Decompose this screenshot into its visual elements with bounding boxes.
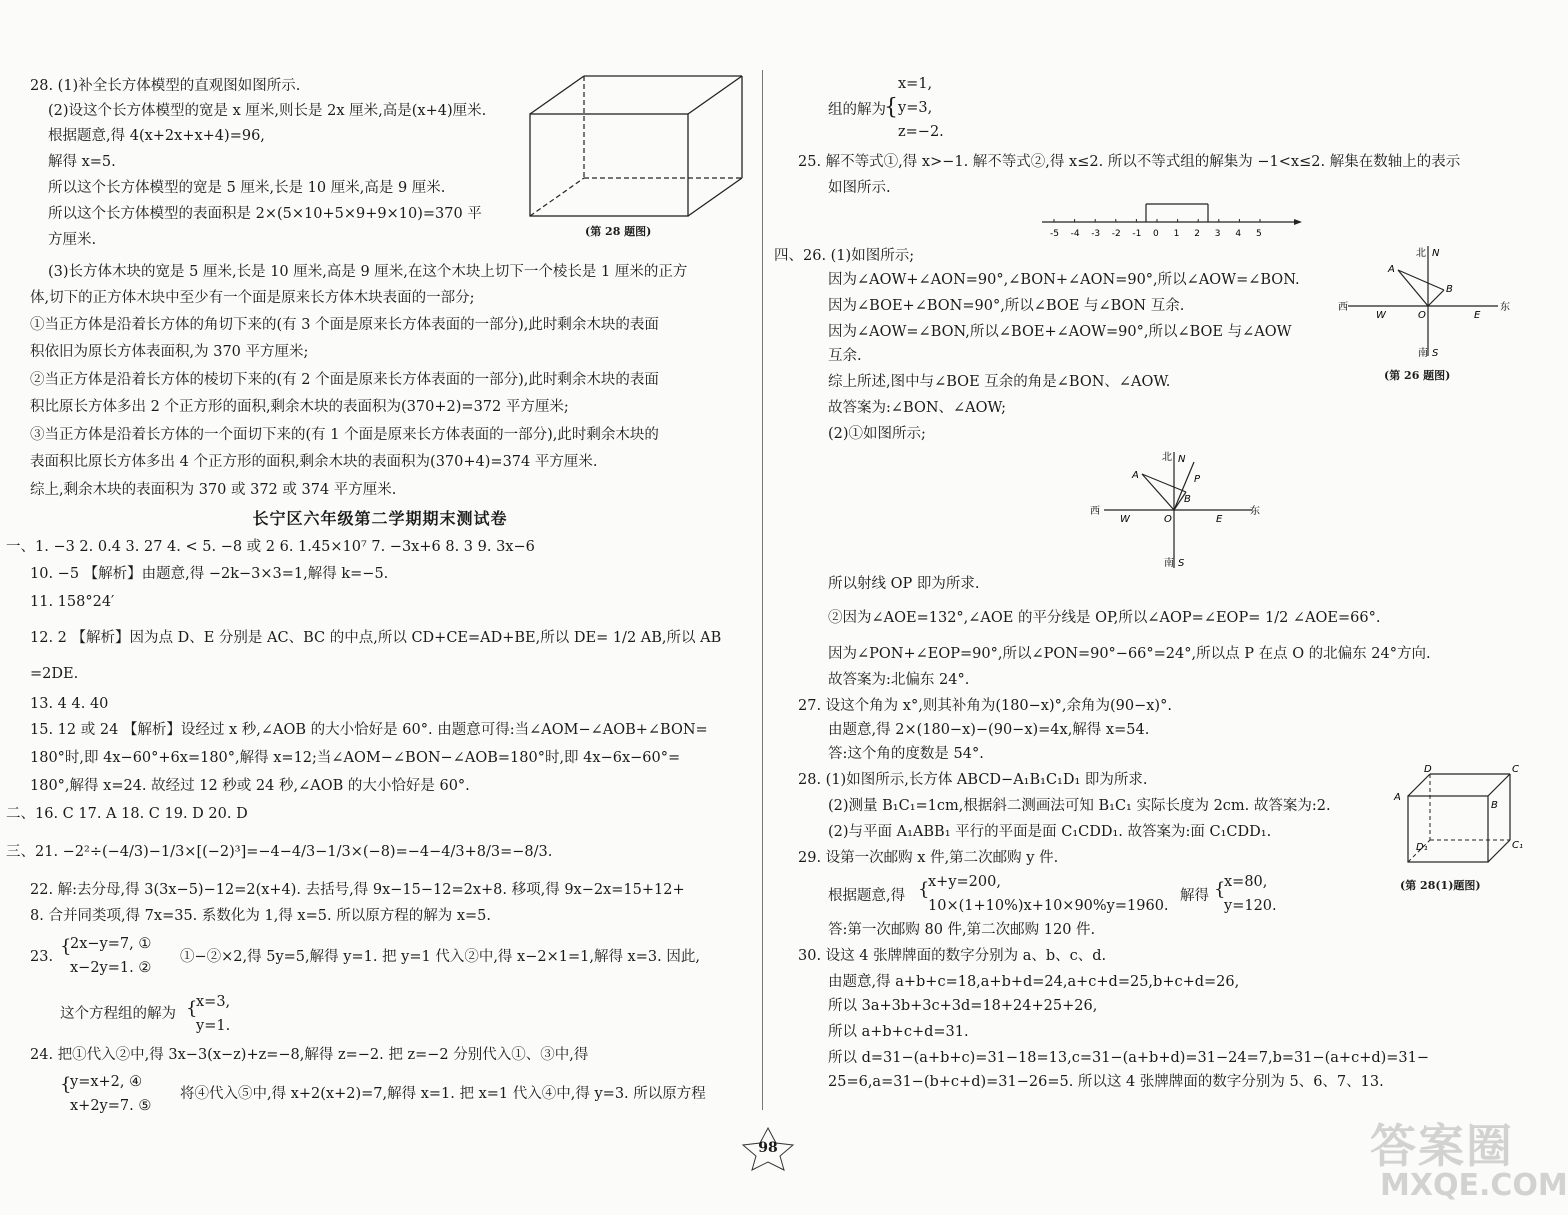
cuboid-figure-28 [520, 66, 750, 238]
q30-line5: 所以 d=31−(a+b+c)=31−18=13,c=31−(a+b+d)=31−24=7,b=31−(a+c+d)=31− [828, 1050, 1430, 1066]
q11-answer: 11. 158°24′ [30, 594, 115, 610]
fig26b-south: 南 [1164, 558, 1174, 569]
numberline-label: -1 [1132, 229, 1142, 239]
q12-fraction: 1/2 [612, 630, 637, 646]
fig26b-A: A [1132, 470, 1139, 481]
right-column [768, 0, 1536, 1215]
fig26a-W: W [1376, 310, 1386, 321]
q26-line1: 四、26. (1)如图所示; [774, 248, 915, 264]
numberline-label: 3 [1214, 229, 1221, 239]
watermark-line1: 答案圈 [1370, 1119, 1514, 1173]
q28-line11: 积依旧为原长方体表面积,为 370 平方厘米; [30, 344, 309, 360]
q29-mid: 解得 [1180, 888, 1209, 904]
q29-eq2: 10×(1+10%)x+10×90%y=1960. [928, 898, 1169, 914]
q26-line10-a: ②因为∠AOE=132°,∠AOE 的平分线是 OP,所以∠AOP=∠EOP= [828, 610, 1261, 626]
q28-line6: 所以这个长方体模型的表面积是 2×(5×10+5×9+9×10)=370 平 [48, 206, 482, 222]
q15-line2: 180°时,即 4x−60°+6x=180°,解得 x=12;当∠AOM−∠BON−∠AOB=180°时,即 4x−6x−60°= [30, 750, 681, 766]
q10-answer: 10. −5 【解析】由题意,得 −2k−3×3=1,解得 k=−5. [30, 566, 389, 582]
top-system-brace: { [884, 95, 898, 120]
fig28r-D: D [1424, 764, 1432, 775]
page-number: 98 [758, 1140, 778, 1156]
top-system-z: z=−2. [898, 124, 944, 140]
numberline-label: -3 [1091, 229, 1101, 239]
q23-brace: { [60, 936, 72, 957]
fig28-caption: (第 28 题图) [585, 225, 652, 238]
q28r-line2: (2)测量 B₁C₁=1cm,根据斜二测画法可知 B₁C₁ 实际长度为 2cm. 故答案为:2. [828, 798, 1331, 814]
q12-answer [30, 628, 721, 648]
fig26a-S: S [1432, 348, 1439, 359]
q27-line2: 由题意,得 2×(180−x)−(90−x)=4x,解得 x=54. [828, 722, 1150, 738]
q23-answer-pre: 这个方程组的解为 [60, 1006, 176, 1022]
q28-line7: 方厘米. [48, 232, 97, 248]
q29-result1: x=80, [1224, 874, 1268, 890]
q24-brace: { [60, 1074, 72, 1095]
q29-line2: 答:第一次邮购 80 件,第二次邮购 120 件. [828, 922, 1096, 938]
exam-title: 长宁区六年级第二学期期末测试卷 [252, 509, 508, 528]
fig26b-E: E [1216, 514, 1223, 525]
compass-figure-26b [1084, 446, 1264, 572]
q12-answer-cont: =2DE. [30, 666, 79, 682]
q25-line2: 如图所示. [828, 180, 891, 196]
fig26-caption: (第 26 题图) [1384, 369, 1451, 382]
section2-answers: 二、16. C 17. A 18. C 19. D 20. D [6, 806, 248, 822]
q23-text: ①−②×2,得 5y=5,解得 y=1. 把 y=1 代入②中,得 x−2×1=1,解得 x=3. 因此, [180, 949, 700, 965]
numberline-label: 1 [1173, 229, 1180, 239]
left-column [0, 0, 760, 1215]
q24-line1: 24. 把①代入②中,得 3x−3(x−z)+z=−8,解得 z=−2. 把 z=−2 分别代入①、③中,得 [30, 1047, 589, 1063]
fig28r-B: B [1491, 800, 1498, 811]
numberline-label: 0 [1153, 229, 1159, 239]
q22-line1: 22. 解:去分母,得 3(3x−5)−12=2(x+4). 去括号,得 9x−15−12=2x+8. 移项,得 9x−2x=15+12+ [30, 882, 685, 898]
q26-line11: 因为∠PON+∠EOP=90°,所以∠PON=90°−66°=24°,所以点 P 在点 O 的北偏东 24°方向. [828, 646, 1431, 662]
q26-line6: 综上所述,图中与∠BOE 互余的角是∠BON、∠AOW. [828, 374, 1171, 390]
fig26b-P: P [1194, 474, 1201, 485]
fig26b-W: W [1120, 514, 1130, 525]
q28-line16: 综上,剩余木块的表面积为 370 或 372 或 374 平方厘米. [30, 482, 397, 498]
fig26b-north: 北 [1162, 452, 1172, 463]
numberline-label: -5 [1050, 229, 1059, 239]
fig26a-B: B [1446, 284, 1453, 295]
q28-line15: 表面积比原长方体多出 4 个正方形的面积,剩余木块的表面积为(370+4)=374 平方厘米. [30, 454, 598, 470]
q29-eq1: x+y=200, [928, 874, 1001, 890]
q22-line2: 8. 合并同类项,得 7x=35. 系数化为 1,得 x=5. 所以原方程的解为 x=5. [30, 908, 491, 924]
q27-line1: 27. 设这个角为 x°,则其补角为(180−x)°,余角为(90−x)°. [798, 698, 1172, 714]
top-system-pre: 组的解为 [828, 102, 886, 118]
q25-line1: 25. 解不等式①,得 x>−1. 解不等式②,得 x≤2. 所以不等式组的解集为 −1<x≤2. 解集在数轴上的表示 [798, 154, 1461, 170]
numberline-label: -2 [1111, 229, 1121, 239]
section1-answers: 一、1. −3 2. 0.4 3. 27 4. < 5. −8 或 2 6. 1.45×10⁷ 7. −3x+6 8. 3 9. 3x−6 [6, 539, 535, 555]
q15-line3: 180°,解得 x=24. 故经过 12 秒或 24 秒,∠AOB 的大小恰好是 60°. [30, 778, 470, 794]
q26-line12: 故答案为:北偏东 24°. [828, 672, 970, 688]
cuboid-figure-28-1 [1388, 762, 1528, 874]
q26-line10 [828, 608, 1380, 628]
fig26a-north: 北 [1416, 248, 1426, 259]
fig26b-O: O [1164, 514, 1172, 525]
q26-line7: 故答案为:∠BON、∠AOW; [828, 400, 1007, 416]
fig28r-D1: D₁ [1416, 842, 1428, 853]
numberline-label: -4 [1070, 229, 1080, 239]
q30-line4: 所以 a+b+c+d=31. [828, 1024, 969, 1040]
q29-result-brace: { [1214, 879, 1226, 900]
q23-eq2: x−2y=1. ② [70, 960, 152, 976]
compass-figure-26a [1338, 240, 1508, 360]
q12-text-a: 12. 2 【解析】因为点 D、E 分别是 AC、BC 的中点,所以 CD+CE=AD+BE,所以 DE= [30, 630, 609, 646]
q26-line8: (2)①如图所示; [828, 426, 926, 442]
q26-line9: 所以射线 OP 即为所求. [828, 576, 980, 592]
fig26a-E: E [1474, 310, 1481, 321]
top-system-y: y=3, [898, 100, 933, 116]
q24-line2: 将④代入⑤中,得 x+2(x+2)=7,解得 x=1. 把 x=1 代入④中,得 y=3. 所以原方程 [180, 1086, 706, 1102]
q30-line3: 所以 3a+3b+3c+3d=18+24+25+26, [828, 998, 1098, 1014]
numberline-label: 5 [1256, 229, 1262, 239]
q24-eq1: y=x+2, ④ [70, 1074, 143, 1090]
q29-line1: 29. 设第一次邮购 x 件,第二次邮购 y 件. [798, 850, 1059, 866]
q28-line14: ③当正方体是沿着长方体的一个面切下来的(有 1 个面是原来长方体表面的一部分),此时剩余木块的 [30, 427, 659, 443]
watermark-logo [1360, 1110, 1568, 1210]
fig26a-N: N [1432, 248, 1440, 259]
q30-line2: 由题意,得 a+b+c=18,a+b+d=24,a+c+d=25,b+c+d=26, [828, 974, 1240, 990]
q24-eq2: x+2y=7. ⑤ [70, 1098, 152, 1114]
fig26b-east: 东 [1250, 506, 1260, 517]
fig26a-east: 东 [1500, 302, 1510, 313]
q29-pre: 根据题意,得 [828, 888, 906, 904]
number-line [1038, 198, 1308, 242]
q28-line12: ②当正方体是沿着长方体的棱切下来的(有 2 个面是原来长方体表面的一部分),此时剩余木块的表面 [30, 372, 659, 388]
q23-answer2: y=1. [196, 1018, 231, 1034]
q15-line1: 15. 12 或 24 【解析】设经过 x 秒,∠AOB 的大小恰好是 60°. 由题意可得:当∠AOM−∠AOB+∠BON= [30, 722, 708, 738]
top-system-x: x=1, [898, 76, 933, 92]
q26-line2: 因为∠AOW+∠AON=90°,∠BON+∠AON=90°,所以∠AOW=∠BON. [828, 272, 1300, 288]
q26-line10-fraction: 1/2 [1264, 610, 1289, 626]
fig26b-N: N [1178, 454, 1186, 465]
q23-eq1: 2x−y=7, ① [70, 936, 152, 952]
q29-result2: y=120. [1224, 898, 1277, 914]
q28-line13: 积比原长方体多出 2 个正方形的面积,剩余木块的表面积为(370+2)=372 平方厘米; [30, 399, 569, 415]
q23-answer-brace: { [186, 998, 198, 1019]
q29-brace: { [918, 879, 930, 900]
q28-line1: 28. (1)补全长方体模型的直观图如图所示. [30, 78, 301, 94]
fig28r-C1: C₁ [1512, 840, 1523, 851]
q26-line10-b: ∠AOE=66°. [1292, 610, 1381, 626]
numberline-label: 2 [1194, 229, 1200, 239]
q30-line1: 30. 设这 4 张牌牌面的数字分别为 a、b、c、d. [798, 948, 1107, 964]
fig28r-A: A [1394, 792, 1401, 803]
fig26a-A: A [1388, 264, 1395, 275]
q28-line10: ①当正方体是沿着长方体的角切下来的(有 3 个面是原来长方体表面的一部分),此时剩余木块的表面 [30, 317, 659, 333]
fig28r-caption: (第 28(1)题图) [1400, 879, 1481, 892]
fig26b-west: 西 [1090, 506, 1100, 517]
q28-line3: 根据题意,得 4(x+2x+x+4)=96, [48, 128, 265, 144]
fig26a-west: 西 [1338, 302, 1348, 313]
fig26b-B: B [1184, 494, 1191, 505]
q28-line2: (2)设这个长方体模型的宽是 x 厘米,则长是 2x 厘米,高是(x+4)厘米. [48, 103, 487, 119]
q30-line6: 25=6,a=31−(b+c+d)=31−26=5. 所以这 4 张牌牌面的数字分别为 5、6、7、13. [828, 1074, 1384, 1090]
fig28r-C: C [1512, 764, 1519, 775]
q13-answer: 13. 4 4. 40 [30, 696, 109, 712]
numberline-label: 4 [1235, 229, 1242, 239]
q26-line4: 因为∠AOW=∠BON,所以∠BOE+∠AOW=90°,所以∠BOE 与∠AOW [828, 324, 1292, 340]
q12-text-b: AB,所以 AB [640, 630, 722, 646]
q28-line5: 所以这个长方体模型的宽是 5 厘米,长是 10 厘米,高是 9 厘米. [48, 180, 446, 196]
q23-number: 23. [30, 949, 54, 965]
q28-line4: 解得 x=5. [48, 154, 116, 170]
column-divider [762, 70, 763, 1110]
fig26a-O: O [1418, 310, 1426, 321]
watermark-line2: MXQE.COM [1380, 1168, 1568, 1203]
q28r-line1: 28. (1)如图所示,长方体 ABCD−A₁B₁C₁D₁ 即为所求. [798, 772, 1148, 788]
q23-answer1: x=3, [196, 994, 231, 1010]
q26-line5: 互余. [828, 348, 862, 364]
q26-line3: 因为∠BOE+∠BON=90°,所以∠BOE 与∠BON 互余. [828, 298, 1185, 314]
q28r-line3: (2)与平面 A₁ABB₁ 平行的平面是面 C₁CDD₁. 故答案为:面 C₁CDD₁. [828, 824, 1272, 840]
fig26a-south: 南 [1418, 348, 1428, 359]
q27-line3: 答:这个角的度数是 54°. [828, 746, 984, 762]
fig26b-S: S [1178, 558, 1185, 569]
q28-line8: (3)长方体木块的宽是 5 厘米,长是 10 厘米,高是 9 厘米,在这个木块上切下一个棱长是 1 厘米的正方 [48, 264, 688, 280]
q28-line9: 体,切下的正方体木块中至少有一个面是原来长方体木块表面的一部分; [30, 290, 475, 306]
section3-q21: 三、21. −2²÷(−4/3)−1/3×[(−2)³]=−4−4/3−1/3×(−8)=−4−4/3+8/3=−8/3. [6, 844, 553, 860]
